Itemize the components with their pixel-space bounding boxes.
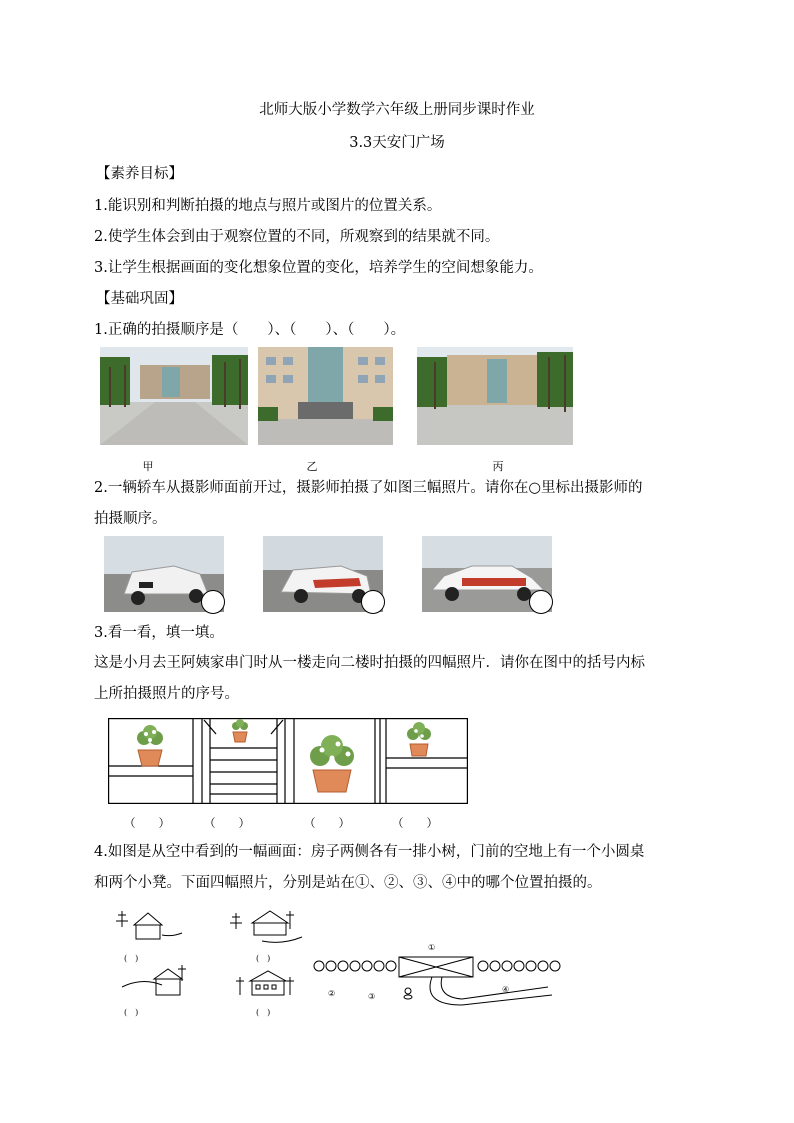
question-3-line2: 上所拍摄照片的序号。 (94, 686, 239, 702)
q4-blank-a[interactable]: ( ) (124, 954, 139, 963)
photo-jia (100, 347, 248, 445)
question-4-line1: 4.如图是从空中看到的一幅画面：房子两侧各有一排小树，门前的空地上有一个小圆桌 (94, 844, 645, 860)
lesson-subtitle: 3.3天安门广场 (349, 135, 445, 151)
question-1-text: 1.正确的拍摄顺序是（ ）、（ ）、（ ）。 (94, 322, 406, 338)
q4-blank-d[interactable]: ( ) (256, 1008, 271, 1017)
q3-blank-4[interactable]: （ ） (392, 816, 438, 830)
question-4-line2: 和两个小凳。下面四幅照片，分别是站在①、②、③、④中的哪个位置拍摄的。 (94, 875, 602, 891)
photo-yi (258, 347, 393, 445)
question-2-line1: 2.一辆轿车从摄影师面前开过，摄影师拍摄了如图三幅照片。请你在○里标出摄影师的 (94, 480, 643, 496)
q4-blank-c[interactable]: ( ) (124, 1008, 139, 1017)
page-title: 北师大版小学数学六年级上册同步课时作业 (259, 102, 535, 118)
photo-bing (417, 347, 573, 445)
goal-1: 1.能识别和判断拍摄的地点与照片或图片的位置关系。 (94, 198, 442, 214)
q3-blank-3[interactable]: （ ） (304, 816, 350, 830)
photo-label-bing: 丙 (492, 460, 504, 473)
order-circle-2[interactable] (361, 590, 385, 614)
question-2-line2: 拍摄顺序。 (94, 511, 167, 527)
position-marker-1: ① (428, 943, 436, 952)
photo-label-jia: 甲 (142, 460, 154, 473)
goal-2: 2.使学生体会到由于观察位置的不同，所观察到的结果就不同。 (94, 229, 500, 245)
section-basics-heading: 【基础巩固】 (96, 291, 183, 307)
order-circle-3[interactable] (529, 590, 553, 614)
question-3-title: 3.看一看，填一填。 (94, 625, 224, 641)
q4-blank-b[interactable]: ( ) (256, 954, 271, 963)
photo-label-yi: 乙 (306, 460, 318, 473)
section-goals-heading: 【素养目标】 (96, 166, 183, 182)
order-circle-1[interactable] (201, 590, 225, 614)
q3-blank-2[interactable]: （ ） (204, 816, 250, 830)
position-marker-2: ② (328, 989, 336, 998)
q4-drawings (112, 905, 572, 1015)
position-marker-3: ③ (368, 992, 376, 1001)
goal-3: 3.让学生根据画面的变化想象位置的变化，培养学生的空间想象能力。 (94, 260, 543, 276)
stairs-photo-strip (108, 718, 468, 804)
position-marker-4: ④ (502, 985, 510, 994)
q3-blank-1[interactable]: （ ） (124, 816, 170, 830)
question-3-line1: 这是小月去王阿姨家串门时从一楼走向二楼时拍摄的四幅照片．请你在图中的括号内标 (94, 655, 645, 671)
